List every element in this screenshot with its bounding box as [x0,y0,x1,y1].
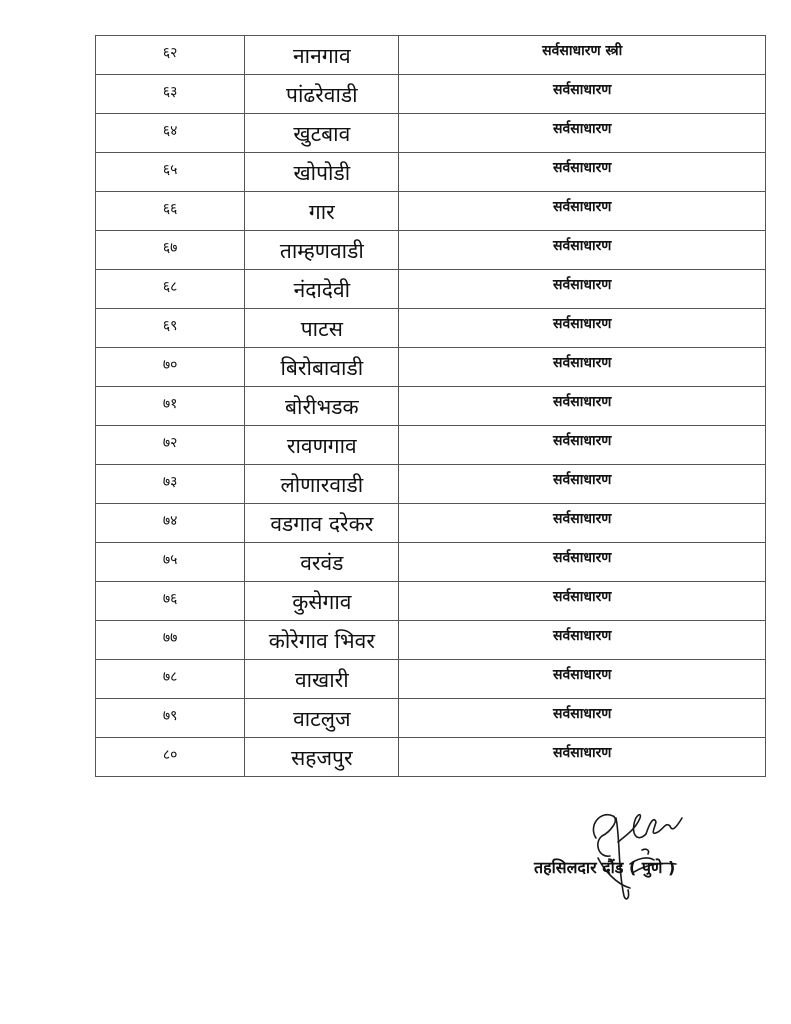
table-row [96,153,766,192]
village-name: वडगाव दरेकर [245,504,399,543]
table-row [96,660,766,699]
village-name: नंदादेवी [245,270,399,309]
serial-number: ७३ [162,474,178,490]
village-name: बोरीभडक [245,387,399,426]
serial-number: ७६ [162,591,178,607]
serial-number-cell [96,114,245,153]
reservation-category: सर्वसाधारण [399,270,766,309]
serial-number-cell [96,582,245,621]
signature-scribble [558,798,698,910]
village-name: कुसेगाव [245,582,399,621]
reservation-category: सर्वसाधारण [399,660,766,699]
reservation-category: सर्वसाधारण [399,153,766,192]
serial-number: ६५ [162,162,178,178]
serial-number-cell [96,660,245,699]
reservation-category: सर्वसाधारण [399,504,766,543]
table-row [96,231,766,270]
table-row [96,738,766,777]
signature-block [528,798,728,913]
serial-number-cell [96,543,245,582]
reservation-category: सर्वसाधारण [399,621,766,660]
table-row [96,75,766,114]
serial-number: ६४ [162,123,178,139]
village-name: बिरोबावाडी [245,348,399,387]
table-row [96,699,766,738]
table-row [96,36,766,75]
table-body [96,36,766,777]
reservation-category: सर्वसाधारण [399,192,766,231]
reservation-category: सर्वसाधारण [399,75,766,114]
table-row [96,270,766,309]
serial-number-cell [96,348,245,387]
serial-number-cell [96,426,245,465]
table-row [96,387,766,426]
serial-number: ८० [162,747,178,763]
serial-number: ७९ [162,708,178,724]
serial-number: ६८ [162,279,178,295]
village-name: वरवंड [245,543,399,582]
table-row [96,621,766,660]
reservation-category: सर्वसाधारण [399,348,766,387]
serial-number: ६७ [162,240,178,256]
village-name: सहजपुर [245,738,399,777]
serial-number-cell [96,387,245,426]
serial-number-cell [96,192,245,231]
serial-number-cell [96,504,245,543]
village-name: लोणारवाडी [245,465,399,504]
serial-number-cell [96,36,245,75]
village-name: वाटलुज [245,699,399,738]
village-name: पाटस [245,309,399,348]
reservation-category: सर्वसाधारण [399,543,766,582]
reservation-category: सर्वसाधारण [399,309,766,348]
reservation-category: सर्वसाधारण [399,738,766,777]
serial-number-cell [96,153,245,192]
village-name: कोरेगाव भिवर [245,621,399,660]
village-name: नानगाव [245,36,399,75]
serial-number-cell [96,621,245,660]
serial-number: ६९ [162,318,178,334]
village-name: ताम्हणवाडी [245,231,399,270]
serial-number: ७५ [162,552,178,568]
village-name: पांढरेवाडी [245,75,399,114]
serial-number: ७४ [162,513,178,529]
village-name: रावणगाव [245,426,399,465]
serial-number: ६३ [162,84,178,100]
reservation-category: सर्वसाधारण [399,699,766,738]
reservation-category: सर्वसाधारण [399,114,766,153]
table-row [96,426,766,465]
table-row [96,504,766,543]
reservation-category: सर्वसाधारण [399,231,766,270]
serial-number-cell [96,270,245,309]
serial-number-cell [96,309,245,348]
serial-number-cell [96,231,245,270]
reservation-category: सर्वसाधारण [399,582,766,621]
reservation-category: सर्वसाधारण [399,387,766,426]
signature-title: तहसिलदार दौंड ( पुणे ) [534,858,676,877]
village-name: खुटबाव [245,114,399,153]
table-row [96,192,766,231]
village-name: खोपोडी [245,153,399,192]
serial-number-cell [96,75,245,114]
table-row [96,309,766,348]
reservation-table [95,35,766,777]
serial-number: ७२ [162,435,178,451]
serial-number: ७७ [162,630,178,646]
table-row [96,348,766,387]
reservation-category: सर्वसाधारण [399,426,766,465]
village-name: गार [245,192,399,231]
serial-number: ६२ [162,45,178,61]
table-row [96,465,766,504]
serial-number: ७० [162,357,178,373]
table-row [96,582,766,621]
serial-number: ६६ [162,201,178,217]
serial-number-cell [96,699,245,738]
table-row [96,114,766,153]
serial-number: ७१ [162,396,178,412]
serial-number: ७८ [162,669,178,685]
reservation-category: सर्वसाधारण स्त्री [399,36,766,75]
reservation-category: सर्वसाधारण [399,465,766,504]
table-row [96,543,766,582]
village-name: वाखारी [245,660,399,699]
serial-number-cell [96,465,245,504]
serial-number-cell [96,738,245,777]
